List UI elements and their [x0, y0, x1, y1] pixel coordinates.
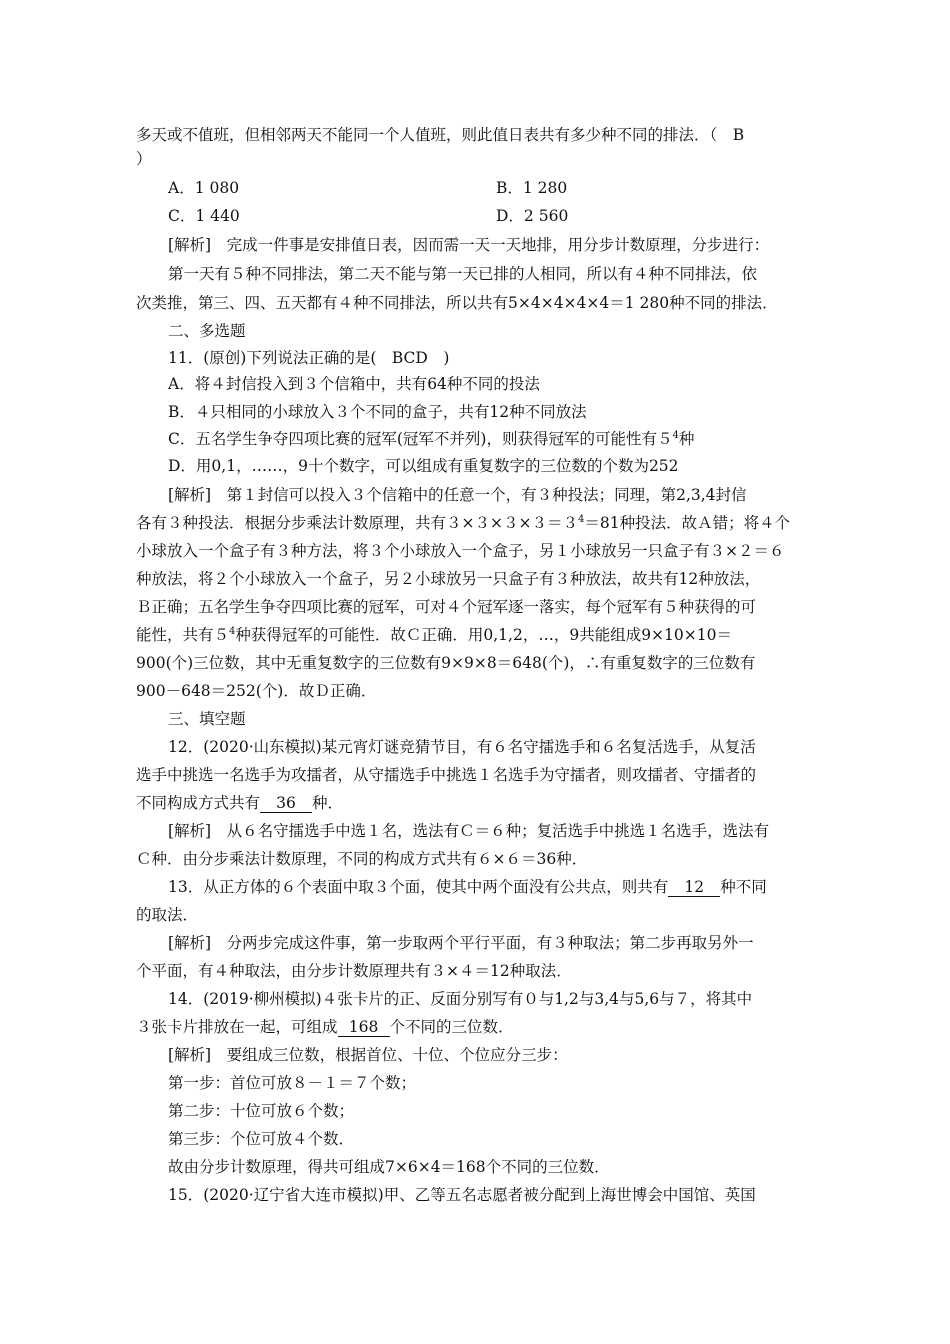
q11-solution-line-1: [解析] 第１封信可以投入３个信箱中的任意一个，有３种投法；同理，第2,3,4封信 — [168, 486, 747, 504]
q12-solution-line-1: [解析] 从６名守擂选手中选１名，选法有Ｃ＝６种；复活选手中挑选１名选手，选法有 — [168, 822, 770, 840]
q11-solution-line-7: 900(个)三位数，其中无重复数字的三位数有9×9×8＝648(个)，∴有重复数字的三位数有 — [136, 654, 756, 672]
q11-stem: 11．(原创)下列说法正确的是( BCD ) — [168, 349, 450, 367]
q13-stem-line-2: 的取法． — [136, 906, 199, 924]
q13-solution-line-2: 个平面，有４种取法，由分步计数原理共有３×４＝12种取法． — [136, 962, 572, 980]
section-heading-fill-in: 三、填空题 — [168, 710, 246, 728]
q15-stem-line-1: 15．(2020·辽宁省大连市模拟)甲、乙等五名志愿者被分配到上海世博会中国馆、英国 — [168, 1186, 756, 1204]
section-heading-multiple-choice: 二、多选题 — [168, 322, 246, 340]
q10-options-row-1 — [168, 177, 848, 199]
q11-solution-line-2: 各有３种投法．根据分步乘法计数原理，共有$3\times 3\times 3\times 3=3^4=81$种投法．故Ａ错；将４个 — [136, 513, 791, 532]
q14-solution-line-2: 第一步：首位可放８－１＝７个数； — [168, 1074, 417, 1092]
q13-solution-line-1: [解析] 分两步完成这件事，第一步取两个平行平面，有３种取法；第二步再取另外一 — [168, 934, 754, 952]
q10-text-line-1: 多天或不值班，但相邻两天不能同一个人值班，则此值日表共有多少种不同的排法．（ B — [136, 126, 745, 144]
q10-option-c: C．1 440 — [168, 207, 240, 225]
q10-option-b: B．1 280 — [496, 179, 568, 197]
q12-stem-line-2: 选手中挑选一名选手为攻擂者，从守擂选手中挑选１名选手为守擂者，则攻擂者、守擂者的 — [136, 766, 757, 784]
q10-option-d: D．2 560 — [496, 207, 569, 225]
q12-stem-line-1: 12．(2020·山东模拟)某元宵灯谜竞猜节目，有６名守擂选手和６名复活选手，从复活 — [168, 738, 756, 756]
q13-answer-blank: 12 — [668, 878, 720, 897]
q14-answer-blank: 168 — [338, 1018, 390, 1037]
q10-text-line-2: ） — [136, 150, 152, 168]
q11-solution-line-3: 小球放入一个盒子有３种方法，将３个小球放入一个盒子，另１小球放另一只盒子有３×２＝６ — [136, 542, 785, 560]
q11-solution-line-4: 种放法，将２个小球放入一个盒子，另２小球放另一只盒子有３种放法，故共有12种放法， — [136, 570, 761, 588]
q11-option-c: C．五名学生争夺四项比赛的冠军(冠军不并列)，则获得冠军的可能性有$5^4$种 — [168, 429, 695, 448]
q14-stem-line-2: ３张卡片排放在一起，可组成 168 个不同的三位数． — [136, 1018, 514, 1036]
q12-solution-line-2: Ｃ种．由分步乘法计数原理，不同的构成方式共有６×６＝36种． — [136, 850, 588, 868]
q11-solution-line-6: 能性，共有$5^4$种获得冠军的可能性．故Ｃ正确．用0,1,2，…，9共能组成9×10×10＝ — [136, 625, 732, 644]
q10-solution-line-3: 次类推，第三、四、五天都有４种不同排法，所以共有5×4×4×4×4＝1 280种不同的排法． — [136, 294, 778, 312]
q11-option-a: A．将４封信投入到３个信箱中，共有64种不同的投法 — [168, 375, 540, 393]
q14-solution-line-3: 第二步：十位可放６个数； — [168, 1102, 355, 1120]
q11-option-d: D．用0,1，……，9十个数字，可以组成有重复数字的三位数的个数为252 — [168, 457, 679, 475]
q13-stem-line-1: 13．从正方体的６个表面中取３个面，使其中两个面没有公共点，则共有 12 种不同 — [168, 878, 767, 896]
q10-options-row-2 — [168, 205, 848, 227]
q14-solution-line-1: [解析] 要组成三位数，根据首位、十位、个位应分三步： — [168, 1046, 568, 1064]
q11-solution-line-5: Ｂ正确；五名学生争夺四项比赛的冠军，可对４个冠军逐一落实，每个冠军有５种获得的可 — [136, 598, 757, 616]
q10-solution-line-2: 第一天有５种不同排法，第二天不能与第一天已排的人相同，所以有４种不同排法，依 — [168, 265, 758, 283]
q14-stem-line-1: 14．(2019·柳州模拟)４张卡片的正、反面分别写有０与1,2与3,4与5,6与７，将其中 — [168, 990, 753, 1008]
q11-option-b: B．４只相同的小球放入３个不同的盒子，共有12种不同放法 — [168, 403, 587, 421]
q12-stem-line-3: 不同构成方式共有 36 种． — [136, 794, 344, 812]
q14-solution-line-4: 第三步：个位可放４个数． — [168, 1130, 355, 1148]
q12-answer-blank: 36 — [260, 794, 312, 813]
q11-solution-line-8: 900－648＝252(个)．故Ｄ正确． — [136, 682, 377, 700]
q10-solution-line-1: [解析] 完成一件事是安排值日表，因而需一天一天地排，用分步计数原理，分步进行： — [168, 236, 770, 254]
q14-solution-line-5: 故由分步计数原理，得共可组成7×6×4＝168个不同的三位数． — [168, 1158, 610, 1176]
q10-option-a: A．1 080 — [168, 179, 240, 197]
